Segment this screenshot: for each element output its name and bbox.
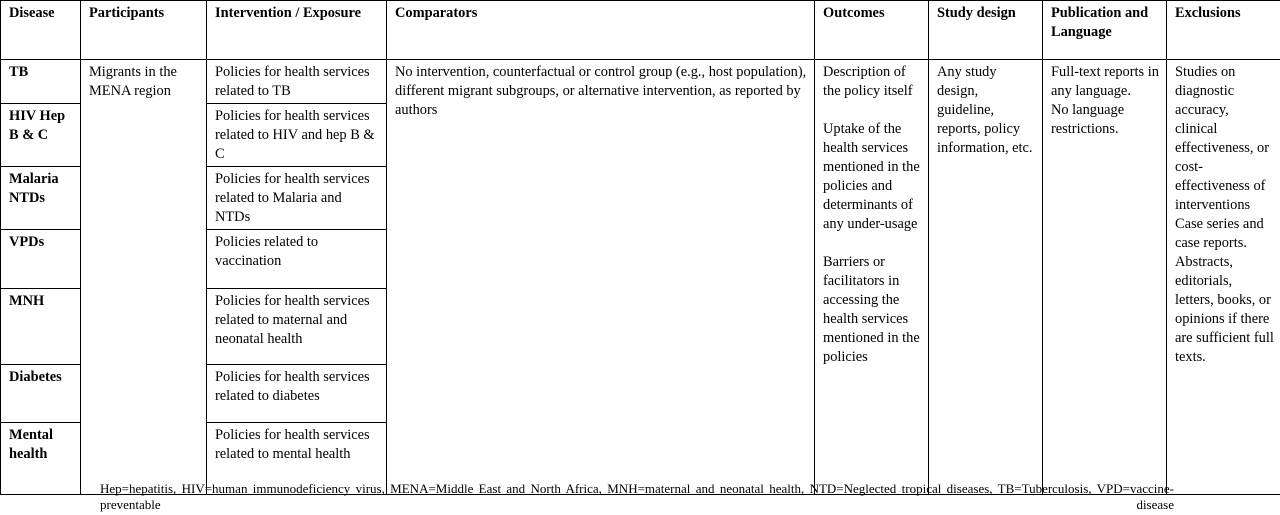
disease-cell: TB [1, 60, 81, 104]
outcomes-cell [815, 60, 929, 495]
header-participants: Participants [81, 1, 207, 60]
publication-item: No language restrictions. [1051, 102, 1125, 137]
intervention-cell: Policies related to vaccination [207, 230, 387, 289]
outcome-item: Description of the policy itself [823, 64, 913, 99]
participants-cell: Migrants in the MENA region [81, 60, 207, 495]
intervention-cell: Policies for health services related to diabetes [207, 365, 387, 423]
intervention-cell: Policies for health services related to HIV and hep B & C [207, 104, 387, 167]
publication-item: Full-text reports in any language. [1051, 64, 1159, 99]
exclusions-cell [1167, 60, 1280, 495]
header-intervention: Intervention / Exposure [207, 1, 387, 60]
disease-cell: Mental health [1, 423, 81, 495]
disease-cell: HIV Hep B & C [1, 104, 81, 167]
header-comparators: Comparators [387, 1, 815, 60]
intervention-cell: Policies for health services related to TB [207, 60, 387, 104]
table-row [1, 60, 1280, 104]
table-footnote: Hep=hepatitis, HIV=human immunodeficiency virus, MENA=Middle East and North Africa, MNH=maternal and neonatal health, NTD=Neglected tropical diseases, TB=Tuberculosis, VPD=vaccine-preventable disease [100, 481, 1174, 512]
outcome-item: Barriers or facilitators in accessing the health services mentioned in the policies [823, 254, 920, 365]
header-exclusions: Exclusions [1167, 1, 1280, 60]
header-study-design: Study design [929, 1, 1043, 60]
exclusion-item: Studies on diagnostic accuracy, clinical effectiveness, or cost-effectiveness of interventions [1175, 64, 1270, 213]
header-publication: Publication and Language [1043, 1, 1167, 60]
intervention-cell: Policies for health services related to Malaria and NTDs [207, 167, 387, 230]
header-outcomes: Outcomes [815, 1, 929, 60]
study-design-cell: Any study design, guideline, reports, policy information, etc. [929, 60, 1043, 495]
outcome-item: Uptake of the health services mentioned in the policies and determinants of any under-usage [823, 121, 920, 232]
intervention-cell: Policies for health services related to mental health [207, 423, 387, 495]
disease-cell: VPDs [1, 230, 81, 289]
publication-cell [1043, 60, 1167, 495]
header-row [1, 1, 1280, 60]
disease-cell: Diabetes [1, 365, 81, 423]
header-disease: Disease [1, 1, 81, 60]
exclusion-item: Case series and case reports. [1175, 216, 1264, 251]
intervention-cell: Policies for health services related to maternal and neonatal health [207, 289, 387, 365]
comparators-cell: No intervention, counterfactual or control group (e.g., host population), different migrant subgroups, or alternative intervention, as reported by authors [387, 60, 815, 495]
disease-cell: MNH [1, 289, 81, 365]
exclusion-item: Abstracts, editorials, letters, books, or opinions if there are sufficient full texts. [1175, 254, 1274, 365]
disease-cell: Malaria NTDs [1, 167, 81, 230]
